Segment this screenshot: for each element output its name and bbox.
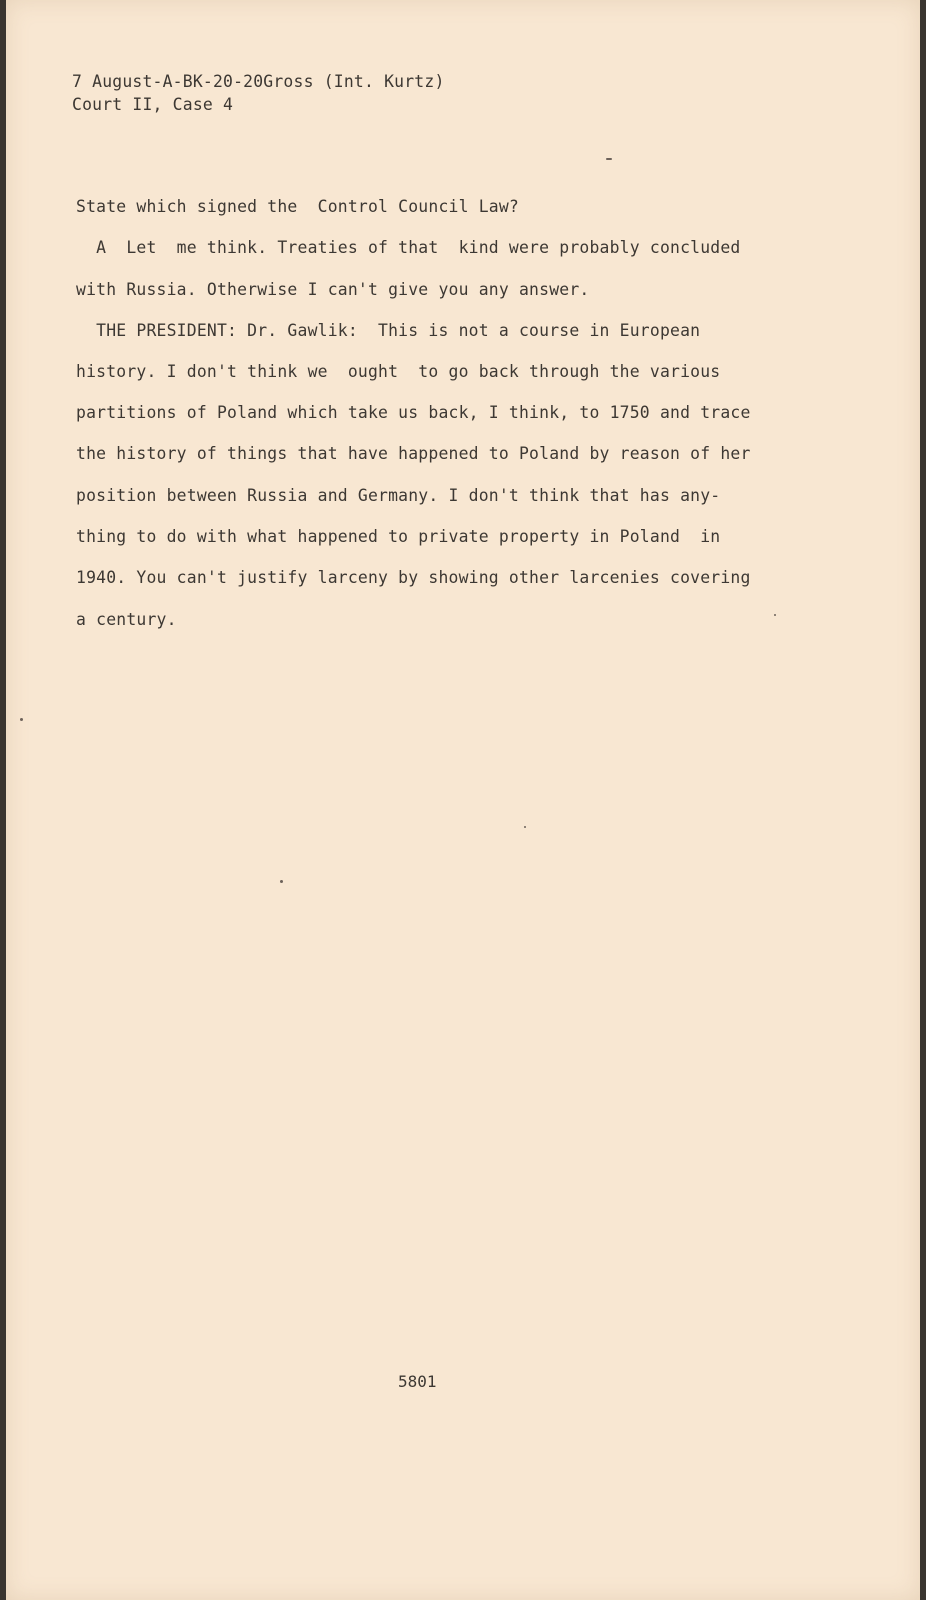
paper-speck (280, 880, 283, 883)
document-page (6, 0, 920, 1600)
header-line-1: 7 August-A-BK-20-20Gross (Int. Kurtz) (72, 72, 445, 91)
body-line: 1940. You can't justify larceny by showing other larcenies covering (76, 568, 751, 587)
paper-speck (606, 158, 612, 160)
paper-speck (524, 826, 526, 828)
body-line: THE PRESIDENT: Dr. Gawlik: This is not a course in European (76, 321, 701, 340)
body-line: a century. (76, 610, 177, 629)
body-line: the history of things that have happened to Poland by reason of her (76, 444, 751, 463)
body-line: partitions of Poland which take us back, I think, to 1750 and trace (76, 403, 751, 422)
paper-speck (20, 718, 23, 721)
body-line: position between Russia and Germany. I don't think that has any- (76, 486, 721, 505)
page-number: 5801 (398, 1372, 437, 1391)
body-line: A Let me think. Treaties of that kind were probably concluded (76, 238, 741, 257)
body-line: with Russia. Otherwise I can't give you any answer. (76, 280, 590, 299)
body-line: history. I don't think we ought to go back through the various (76, 362, 721, 381)
body-line: thing to do with what happened to private property in Poland in (76, 527, 721, 546)
header-line-2: Court II, Case 4 (72, 95, 234, 114)
body-line: State which signed the Control Council Law? (76, 197, 519, 216)
paper-speck (774, 614, 776, 616)
